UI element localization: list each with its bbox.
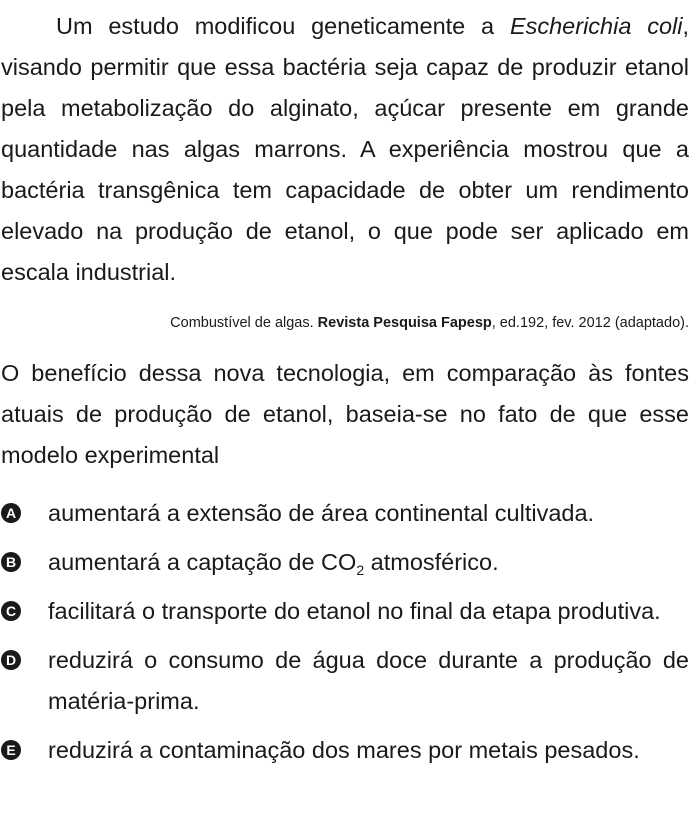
citation-journal: Revista Pesquisa Fapesp: [317, 315, 492, 331]
passage: [1, 0, 689, 293]
citation-title: Combustível de algas.: [170, 315, 318, 331]
option-d-letter-icon: D: [1, 650, 21, 670]
answer-options: [1, 493, 689, 771]
option-b[interactable]: [1, 542, 689, 583]
option-b-text-after: atmosférico.: [364, 549, 499, 575]
option-b-text-before: aumentará a captação de CO: [48, 549, 357, 575]
citation: [1, 313, 689, 333]
option-e[interactable]: [1, 730, 689, 771]
passage-part1: Um estudo modificou geneticamente a: [56, 13, 510, 39]
option-a[interactable]: [1, 493, 689, 534]
option-b-letter-icon: B: [1, 552, 21, 572]
option-a-text: aumentará a extensão de área continental cultivada.: [48, 500, 595, 526]
option-d-text: reduzirá o consumo de água doce durante a produção de matéria-prima.: [48, 647, 689, 714]
citation-details: , ed.192, fev. 2012 (adaptado).: [491, 315, 689, 331]
passage-part2: , visando permitir que essa bactéria seja capaz de produzir etanol pela metabolização do alginato, açúcar presente em grande quantidade nas algas marrons. A experiência mostrou que a bactéria transgênica tem capacidade de obter um rendimento elevado na produção de etanol, o que pode ser aplicado em escala industrial.: [1, 13, 690, 285]
option-d[interactable]: [1, 640, 689, 722]
option-e-text: reduzirá a contaminação dos mares por metais pesados.: [48, 737, 640, 763]
option-b-text: [48, 542, 689, 583]
option-c-text: facilitará o transporte do etanol no final da etapa produtiva.: [48, 598, 661, 624]
option-b-subscript: 2: [356, 562, 365, 578]
option-e-letter-icon: E: [1, 740, 21, 760]
option-c-letter-icon: C: [1, 601, 21, 621]
species-name: Escherichia coli: [509, 13, 683, 39]
question-stem: O benefício dessa nova tecnologia, em comparação às fontes atuais de produção de etanol, baseia-se no fato de que esse modelo experimental: [1, 360, 689, 468]
option-c[interactable]: [1, 591, 689, 632]
option-a-letter-icon: A: [1, 503, 21, 523]
